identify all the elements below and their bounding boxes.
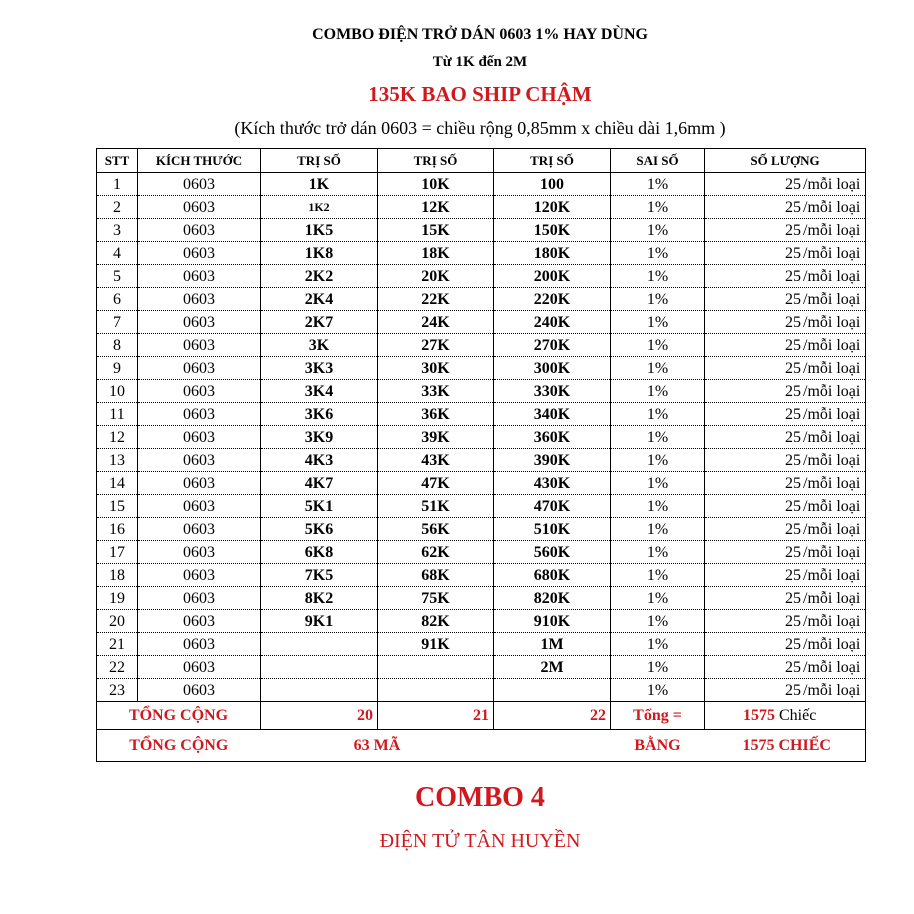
cell-size: 0603 (138, 265, 261, 288)
cell-quantity (705, 311, 866, 334)
cell-value-1: 3K6 (261, 403, 378, 426)
table-row (97, 311, 866, 334)
quantity-value: 25 (785, 589, 801, 607)
cell-value-2: 56K (378, 518, 494, 541)
quantity-value: 25 (785, 543, 801, 561)
cell-value-1: 1K5 (261, 219, 378, 242)
quantity-unit: /mỗi loại (803, 175, 861, 193)
cell-value-1: 3K (261, 334, 378, 357)
size-note: (Kích thước trở dán 0603 = chiều rộng 0,85mm x chiều dài 1,6mm ) (234, 118, 726, 138)
total-count-2: 21 (378, 702, 494, 730)
cell-value-3: 430K (494, 472, 611, 495)
cell-stt: 13 (97, 449, 138, 472)
cell-value-1: 4K3 (261, 449, 378, 472)
page-title: COMBO ĐIỆN TRỞ DÁN 0603 1% HAY DÙNG (312, 26, 648, 43)
quantity-value: 25 (785, 382, 801, 400)
cell-value-3: 300K (494, 357, 611, 380)
cell-value-3: 1M (494, 633, 611, 656)
cell-size: 0603 (138, 219, 261, 242)
quantity-unit: /mỗi loại (803, 497, 861, 515)
quantity-value: 25 (785, 175, 801, 193)
quantity-unit: /mỗi loại (803, 474, 861, 492)
cell-value-1 (261, 656, 378, 679)
cell-value-1: 7K5 (261, 564, 378, 587)
cell-stt: 19 (97, 587, 138, 610)
cell-tolerance: 1% (611, 564, 705, 587)
cell-value-3: 180K (494, 242, 611, 265)
cell-value-2: 27K (378, 334, 494, 357)
cell-value-2: 47K (378, 472, 494, 495)
header-value-1: TRỊ SỐ (261, 149, 378, 173)
cell-stt: 22 (97, 656, 138, 679)
cell-value-2: 51K (378, 495, 494, 518)
cell-value-3: 560K (494, 541, 611, 564)
cell-value-2: 18K (378, 242, 494, 265)
cell-tolerance: 1% (611, 403, 705, 426)
quantity-unit: /mỗi loại (803, 566, 861, 584)
quantity-value: 25 (785, 359, 801, 377)
cell-value-2: 36K (378, 403, 494, 426)
cell-size: 0603 (138, 311, 261, 334)
quantity-unit: /mỗi loại (803, 267, 861, 285)
quantity-value: 25 (785, 267, 801, 285)
table-row (97, 656, 866, 679)
table-row (97, 380, 866, 403)
table-row (97, 679, 866, 702)
cell-value-2: 15K (378, 219, 494, 242)
cell-tolerance: 1% (611, 288, 705, 311)
header-value-2: TRỊ SỐ (378, 149, 494, 173)
total-count-1: 20 (261, 702, 378, 730)
cell-value-1: 2K7 (261, 311, 378, 334)
table-header-row (97, 149, 866, 173)
cell-quantity (705, 472, 866, 495)
cell-value-1: 2K2 (261, 265, 378, 288)
cell-tolerance: 1% (611, 518, 705, 541)
cell-value-1: 4K7 (261, 472, 378, 495)
cell-size: 0603 (138, 173, 261, 196)
quantity-value: 25 (785, 221, 801, 239)
cell-tolerance: 1% (611, 196, 705, 219)
cell-stt: 5 (97, 265, 138, 288)
table-row (97, 587, 866, 610)
cell-tolerance: 1% (611, 633, 705, 656)
table-row (97, 449, 866, 472)
cell-value-2: 33K (378, 380, 494, 403)
quantity-unit: /mỗi loại (803, 359, 861, 377)
cell-value-2 (378, 656, 494, 679)
cell-value-1: 5K1 (261, 495, 378, 518)
cell-value-3: 680K (494, 564, 611, 587)
cell-value-3: 240K (494, 311, 611, 334)
cell-value-1: 1K8 (261, 242, 378, 265)
quantity-value: 25 (785, 290, 801, 308)
cell-tolerance: 1% (611, 495, 705, 518)
cell-size: 0603 (138, 449, 261, 472)
cell-size: 0603 (138, 587, 261, 610)
cell-quantity (705, 495, 866, 518)
cell-quantity (705, 357, 866, 380)
quantity-unit: /mỗi loại (803, 244, 861, 262)
table-row (97, 426, 866, 449)
cell-value-3: 340K (494, 403, 611, 426)
table-row (97, 518, 866, 541)
cell-tolerance: 1% (611, 541, 705, 564)
cell-value-1: 3K4 (261, 380, 378, 403)
cell-value-3: 360K (494, 426, 611, 449)
header-value-3: TRỊ SỐ (494, 149, 611, 173)
cell-tolerance: 1% (611, 219, 705, 242)
cell-quantity (705, 242, 866, 265)
table-row (97, 357, 866, 380)
quantity-unit: /mỗi loại (803, 382, 861, 400)
cell-tolerance: 1% (611, 265, 705, 288)
cell-stt: 21 (97, 633, 138, 656)
quantity-unit: /mỗi loại (803, 405, 861, 423)
quantity-unit: /mỗi loại (803, 635, 861, 653)
cell-value-2: 10K (378, 173, 494, 196)
cell-stt: 8 (97, 334, 138, 357)
cell-size: 0603 (138, 380, 261, 403)
cell-stt: 4 (97, 242, 138, 265)
cell-tolerance: 1% (611, 173, 705, 196)
cell-value-2 (378, 679, 494, 702)
cell-stt: 23 (97, 679, 138, 702)
cell-value-2: 20K (378, 265, 494, 288)
cell-quantity (705, 288, 866, 311)
cell-stt: 2 (97, 196, 138, 219)
cell-tolerance: 1% (611, 357, 705, 380)
cell-value-2: 22K (378, 288, 494, 311)
cell-size: 0603 (138, 196, 261, 219)
table-row (97, 288, 866, 311)
cell-value-3: 2M (494, 656, 611, 679)
table-row (97, 265, 866, 288)
cell-stt: 12 (97, 426, 138, 449)
cell-stt: 1 (97, 173, 138, 196)
table-row (97, 334, 866, 357)
cell-stt: 16 (97, 518, 138, 541)
quantity-value: 25 (785, 405, 801, 423)
cell-value-1: 1K (261, 173, 378, 196)
cell-value-1: 6K8 (261, 541, 378, 564)
quantity-unit: /mỗi loại (803, 428, 861, 446)
table-row (97, 541, 866, 564)
combo-label: COMBO 4 (415, 782, 545, 813)
cell-value-2: 75K (378, 587, 494, 610)
cell-value-2: 24K (378, 311, 494, 334)
cell-size: 0603 (138, 610, 261, 633)
cell-stt: 17 (97, 541, 138, 564)
header-size: KÍCH THƯỚC (138, 149, 261, 173)
quantity-value: 25 (785, 451, 801, 469)
grand-total-row (97, 730, 866, 762)
total-label: TỔNG CỘNG (97, 702, 261, 730)
quantity-value: 25 (785, 658, 801, 676)
quantity-value: 25 (785, 520, 801, 538)
table-row (97, 196, 866, 219)
cell-tolerance: 1% (611, 472, 705, 495)
cell-size: 0603 (138, 633, 261, 656)
cell-size: 0603 (138, 334, 261, 357)
cell-value-2: 30K (378, 357, 494, 380)
quantity-value: 25 (785, 566, 801, 584)
page-subtitle: Từ 1K đến 2M (432, 54, 528, 70)
cell-value-3: 100 (494, 173, 611, 196)
cell-value-2: 12K (378, 196, 494, 219)
cell-stt: 9 (97, 357, 138, 380)
table-row (97, 633, 866, 656)
cell-quantity (705, 518, 866, 541)
cell-value-3: 220K (494, 288, 611, 311)
cell-size: 0603 (138, 679, 261, 702)
header-quantity: SỐ LƯỢNG (705, 149, 866, 173)
quantity-unit: /mỗi loại (803, 336, 861, 354)
cell-stt: 18 (97, 564, 138, 587)
quantity-value: 25 (785, 497, 801, 515)
cell-quantity (705, 633, 866, 656)
cell-stt: 6 (97, 288, 138, 311)
sum-label: Tổng = (611, 702, 705, 730)
quantity-value: 25 (785, 198, 801, 216)
cell-value-3: 910K (494, 610, 611, 633)
grand-total-codes: 63 MÃ (261, 730, 494, 762)
quantity-unit: /mỗi loại (803, 290, 861, 308)
cell-quantity (705, 403, 866, 426)
cell-value-2: 43K (378, 449, 494, 472)
cell-tolerance: 1% (611, 656, 705, 679)
table-row (97, 403, 866, 426)
cell-size: 0603 (138, 656, 261, 679)
table-row (97, 472, 866, 495)
quantity-value: 25 (785, 474, 801, 492)
cell-size: 0603 (138, 495, 261, 518)
sum-value: 1575 (743, 707, 775, 724)
cell-stt: 3 (97, 219, 138, 242)
cell-tolerance: 1% (611, 449, 705, 472)
quantity-unit: /mỗi loại (803, 451, 861, 469)
cell-value-3: 510K (494, 518, 611, 541)
cell-value-3: 470K (494, 495, 611, 518)
cell-value-3: 270K (494, 334, 611, 357)
cell-size: 0603 (138, 426, 261, 449)
cell-value-1: 9K1 (261, 610, 378, 633)
cell-tolerance: 1% (611, 334, 705, 357)
quantity-value: 25 (785, 336, 801, 354)
cell-quantity (705, 449, 866, 472)
total-count-3: 22 (494, 702, 611, 730)
cell-value-3: 820K (494, 587, 611, 610)
cell-stt: 14 (97, 472, 138, 495)
quantity-unit: /mỗi loại (803, 658, 861, 676)
cell-tolerance: 1% (611, 610, 705, 633)
cell-value-3: 120K (494, 196, 611, 219)
cell-size: 0603 (138, 242, 261, 265)
quantity-value: 25 (785, 313, 801, 331)
header-stt: STT (97, 149, 138, 173)
cell-value-1: 1K2 (261, 196, 378, 219)
quantity-unit: /mỗi loại (803, 612, 861, 630)
cell-quantity (705, 587, 866, 610)
promo-text: 135K BAO SHIP CHẬM (368, 82, 592, 106)
cell-quantity (705, 656, 866, 679)
cell-quantity (705, 334, 866, 357)
cell-quantity (705, 219, 866, 242)
cell-tolerance: 1% (611, 587, 705, 610)
sum-unit: Chiếc (779, 707, 817, 724)
cell-tolerance: 1% (611, 426, 705, 449)
cell-stt: 11 (97, 403, 138, 426)
quantity-value: 25 (785, 635, 801, 653)
table-row (97, 242, 866, 265)
quantity-unit: /mỗi loại (803, 313, 861, 331)
cell-stt: 10 (97, 380, 138, 403)
quantity-unit: /mỗi loại (803, 198, 861, 216)
cell-value-2: 62K (378, 541, 494, 564)
cell-value-2: 82K (378, 610, 494, 633)
quantity-value: 25 (785, 612, 801, 630)
cell-value-3: 330K (494, 380, 611, 403)
cell-value-3: 200K (494, 265, 611, 288)
table-row (97, 173, 866, 196)
cell-value-1: 2K4 (261, 288, 378, 311)
cell-value-1: 8K2 (261, 587, 378, 610)
cell-quantity (705, 610, 866, 633)
cell-value-2: 68K (378, 564, 494, 587)
quantity-unit: /mỗi loại (803, 543, 861, 561)
cell-tolerance: 1% (611, 242, 705, 265)
quantity-unit: /mỗi loại (803, 221, 861, 239)
cell-value-2: 39K (378, 426, 494, 449)
cell-stt: 7 (97, 311, 138, 334)
cell-size: 0603 (138, 564, 261, 587)
cell-stt: 15 (97, 495, 138, 518)
shop-name: ĐIỆN TỬ TÂN HUYỀN (379, 830, 581, 852)
cell-quantity (705, 173, 866, 196)
table-row (97, 219, 866, 242)
cell-value-3: 390K (494, 449, 611, 472)
cell-tolerance: 1% (611, 311, 705, 334)
quantity-unit: /mỗi loại (803, 589, 861, 607)
cell-size: 0603 (138, 288, 261, 311)
sum-cell (705, 702, 866, 730)
header-tolerance: SAI SỐ (611, 149, 705, 173)
grand-total-label: TỔNG CỘNG (97, 730, 261, 762)
cell-tolerance: 1% (611, 380, 705, 403)
grand-total-pieces: 1575 CHIẾC (705, 730, 866, 762)
quantity-value: 25 (785, 681, 801, 699)
table-row (97, 610, 866, 633)
resistor-table (96, 148, 866, 762)
cell-size: 0603 (138, 541, 261, 564)
cell-value-3 (494, 679, 611, 702)
cell-value-3: 150K (494, 219, 611, 242)
cell-value-1: 5K6 (261, 518, 378, 541)
cell-value-1 (261, 679, 378, 702)
cell-size: 0603 (138, 472, 261, 495)
cell-size: 0603 (138, 403, 261, 426)
cell-value-1: 3K3 (261, 357, 378, 380)
cell-value-2: 91K (378, 633, 494, 656)
quantity-value: 25 (785, 244, 801, 262)
cell-quantity (705, 541, 866, 564)
cell-quantity (705, 196, 866, 219)
table-row (97, 564, 866, 587)
cell-size: 0603 (138, 357, 261, 380)
table-row (97, 495, 866, 518)
total-row (97, 702, 866, 730)
quantity-value: 25 (785, 428, 801, 446)
cell-tolerance: 1% (611, 679, 705, 702)
cell-quantity (705, 265, 866, 288)
cell-quantity (705, 564, 866, 587)
cell-value-1 (261, 633, 378, 656)
grand-total-equals: BẰNG (611, 730, 705, 762)
cell-value-1: 3K9 (261, 426, 378, 449)
quantity-unit: /mỗi loại (803, 681, 861, 699)
quantity-unit: /mỗi loại (803, 520, 861, 538)
cell-quantity (705, 679, 866, 702)
cell-quantity (705, 380, 866, 403)
cell-quantity (705, 426, 866, 449)
cell-stt: 20 (97, 610, 138, 633)
cell-size: 0603 (138, 518, 261, 541)
